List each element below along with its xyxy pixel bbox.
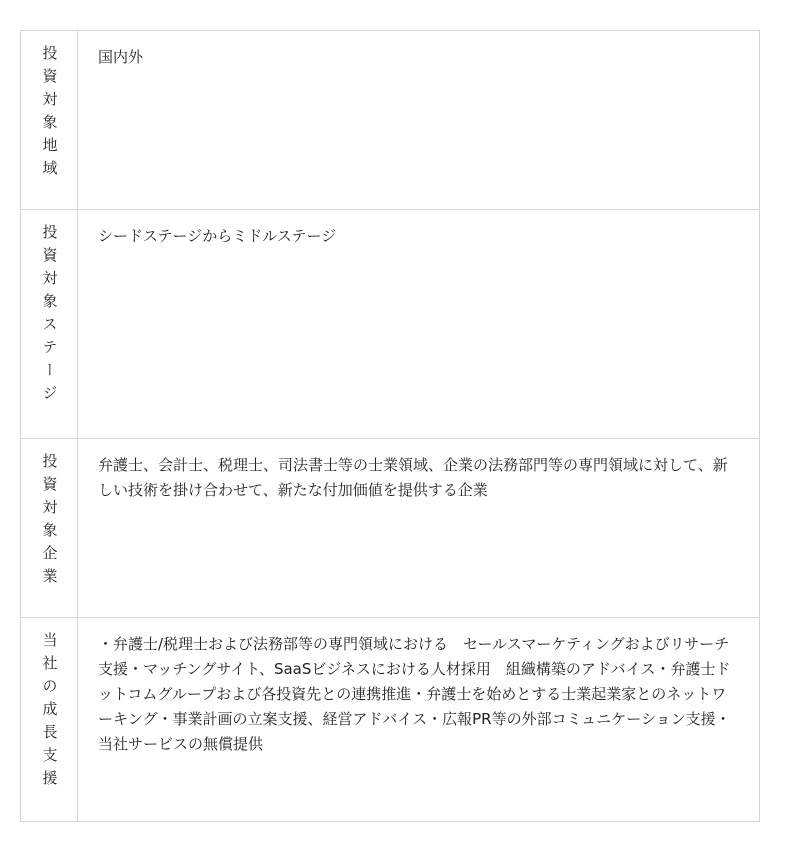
table-row-investment-region — [21, 31, 759, 210]
row-value: シードステージからミドルステージ — [98, 227, 337, 245]
row-value: ・弁護士/税理士および法務部等の専門領域における セールスマーケティングおよびリサーチ支援・マッチングサイト、SaaSビジネスにおける人材採用 組織構築のアドバイス・弁護士ドットコムグループおよび各投資先との連携推進・弁護士を始めとする士業起業家とのネットワーキング・事業計画の立案支援、経営アドバイス・広報PR等の外部コミュニケーション支援・当社サービスの無償提供 — [98, 635, 731, 753]
row-label-cell — [21, 618, 78, 821]
row-label: 投資対象地域 — [40, 45, 59, 183]
table-row-investment-companies — [21, 439, 759, 618]
row-label-cell — [21, 210, 78, 438]
row-value: 弁護士、会計士、税理士、司法書士等の士業領域、企業の法務部門等の専門領域に対して、新しい技術を掛け合わせて、新たな付加価値を提供する企業 — [98, 456, 728, 499]
row-label-cell — [21, 439, 78, 617]
info-table — [20, 30, 760, 822]
table-row-growth-support — [21, 618, 759, 821]
row-label: 投資対象企業 — [40, 453, 59, 591]
table-row-investment-stage — [21, 210, 759, 439]
row-label: 当社の成長支援 — [40, 632, 59, 793]
row-label-cell — [21, 31, 78, 209]
row-label: 投資対象ステージ — [40, 224, 59, 408]
row-value: 国内外 — [98, 48, 144, 66]
